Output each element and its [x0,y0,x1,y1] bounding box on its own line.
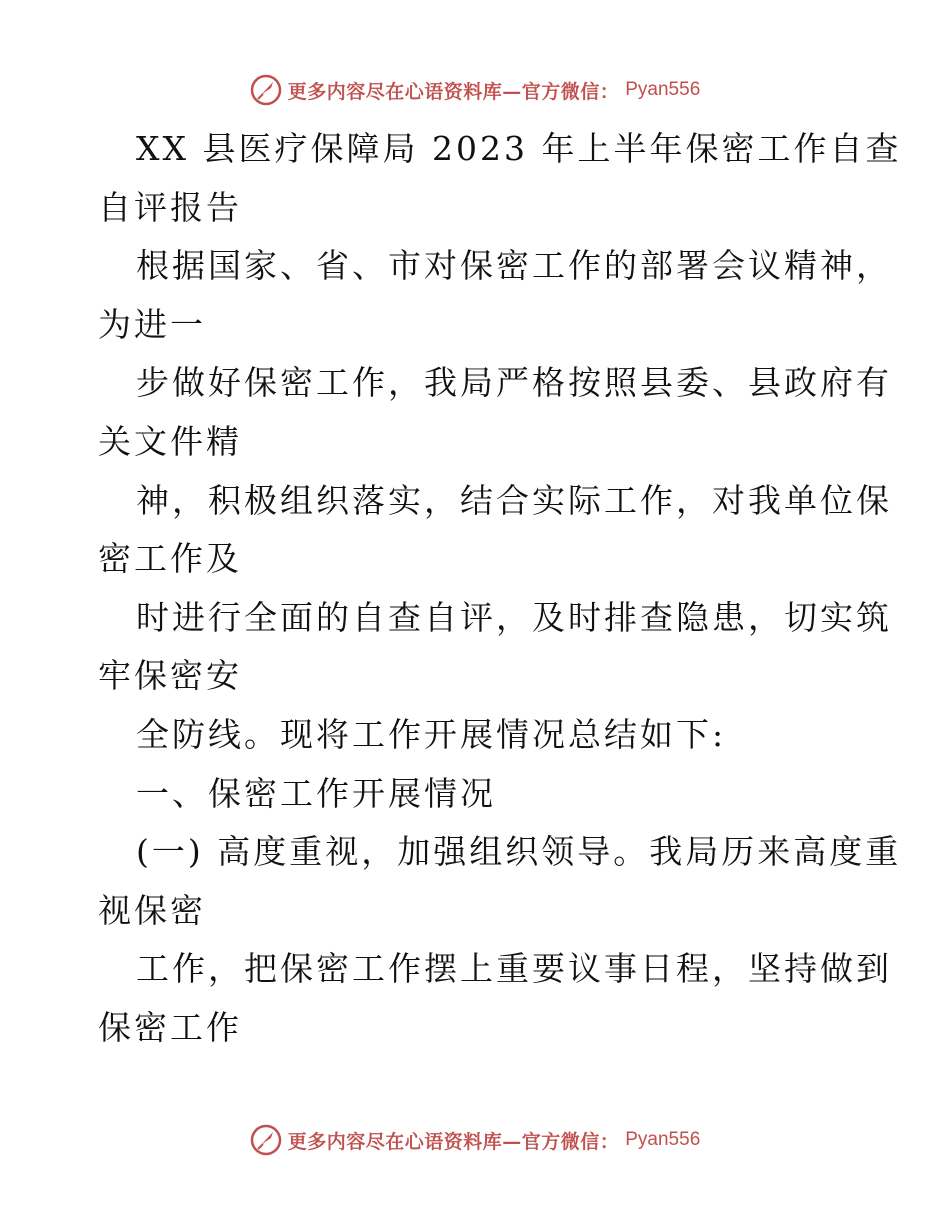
watermark-text: 更多内容尽在心语资料库—官方微信： [287,80,620,103]
text-line: 全防线。现将工作开展情况总结如下: [136,714,727,754]
quill-logo-icon [250,74,282,106]
text-line: 一、保密工作开展情况 [136,773,496,813]
text-line: 工作，把保密工作摆上重要议事日程，坚持做到 [136,949,892,989]
text-line: 神，积极组织落实，结合实际工作，对我单位保 [136,480,892,520]
text-line: (一) 高度重视，加强组织领导。我局历来高度重 [136,832,902,872]
watermark-text: 更多内容尽在心语资料库—官方微信： [287,1130,620,1153]
footer-watermark [0,1120,950,1160]
document-body [98,120,902,1058]
header-watermark [0,70,950,110]
watermark-wechat-id: Pyan556 [625,1129,701,1150]
text-line: XX 县医疗保障局 2023 年上半年保密工作自查 [136,129,902,168]
text-line: 自评报告 [98,187,242,227]
quill-logo-icon [250,1124,282,1156]
watermark-wechat-id: Pyan556 [625,79,701,100]
text-line: 时进行全面的自查自评，及时排查隐患，切实筑 [136,597,892,637]
text-line: 保密工作 [98,1007,242,1047]
text-line: 视保密 [98,890,206,930]
text-line: 步做好保密工作，我局严格按照县委、县政府有 [136,363,892,403]
text-line: 牢保密安 [98,656,242,696]
text-line: 密工作及 [98,539,242,579]
text-line: 关文件精 [98,421,242,461]
text-line: 为进一 [98,304,206,344]
text-line: 根据国家、省、市对保密工作的部署会议精神， [136,246,892,286]
